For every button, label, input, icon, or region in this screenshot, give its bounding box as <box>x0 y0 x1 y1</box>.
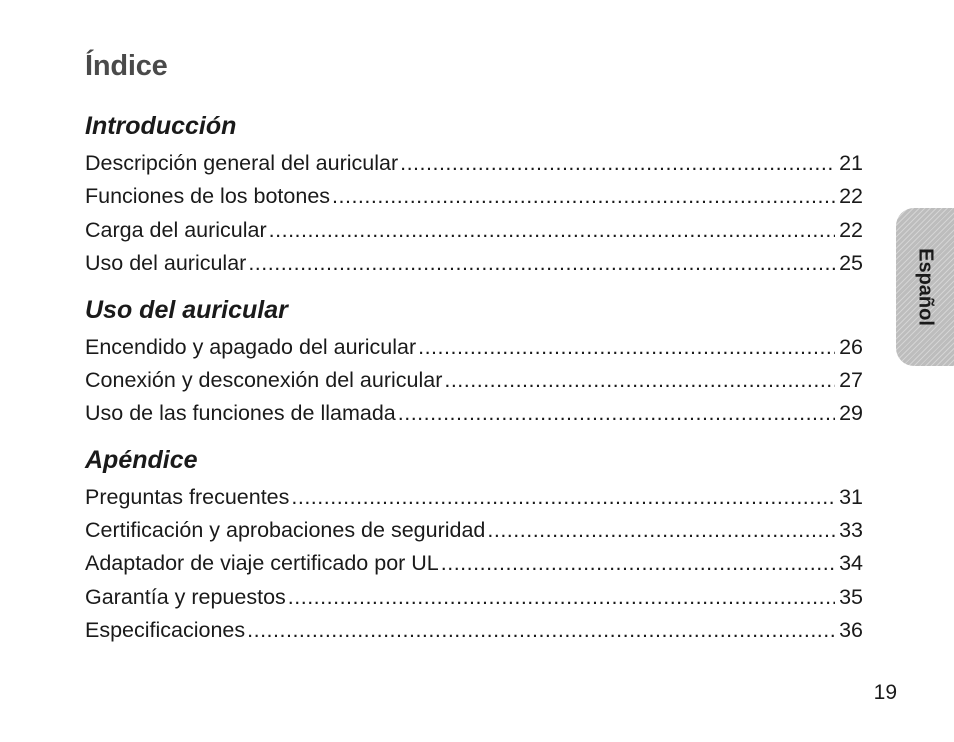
toc-entry[interactable] <box>85 184 863 212</box>
toc-entry-label: Encendido y apagado del auricular <box>85 335 417 359</box>
toc-entry-page: 36 <box>839 618 863 642</box>
toc-entry-label: Uso del auricular <box>85 251 247 275</box>
toc-entry-label: Especificaciones <box>85 618 246 642</box>
dot-leader <box>247 618 835 643</box>
toc-entry[interactable] <box>85 551 863 579</box>
dot-leader <box>288 585 835 610</box>
toc-entry-page: 22 <box>839 218 863 242</box>
toc-entry-label: Preguntas frecuentes <box>85 485 290 509</box>
toc-entry-label: Descripción general del auricular <box>85 151 399 175</box>
page-number: 19 <box>873 681 897 704</box>
section-heading-introduccion: Introducción <box>85 112 237 140</box>
toc-entry-label: Adaptador de viaje certificado por UL <box>85 551 439 575</box>
dot-leader <box>291 485 835 510</box>
toc-entry[interactable] <box>85 518 863 546</box>
dot-leader <box>398 401 835 426</box>
dot-leader <box>418 335 835 360</box>
toc-entry-page: 22 <box>839 184 863 208</box>
toc-entry-page: 33 <box>839 518 863 542</box>
toc-entry-label: Uso de las funciones de llamada <box>85 401 396 425</box>
toc-entry[interactable] <box>85 151 863 179</box>
toc-entry[interactable] <box>85 335 863 363</box>
toc-entry[interactable] <box>85 618 863 646</box>
toc-entry-page: 27 <box>839 368 863 392</box>
toc-entry[interactable] <box>85 485 863 513</box>
dot-leader <box>269 218 835 243</box>
page-title: Índice <box>85 50 168 82</box>
toc-entry-page: 35 <box>839 585 863 609</box>
toc-entry[interactable] <box>85 218 863 246</box>
toc-entry-label: Carga del auricular <box>85 218 267 242</box>
language-tab-label: Español <box>914 248 937 326</box>
toc-entry-page: 29 <box>839 401 863 425</box>
toc-entry-page: 26 <box>839 335 863 359</box>
dot-leader <box>487 518 835 543</box>
toc-entry[interactable] <box>85 401 863 429</box>
dot-leader <box>441 551 835 576</box>
toc-entry-page: 25 <box>839 251 863 275</box>
toc-entry-page: 21 <box>839 151 863 175</box>
dot-leader <box>400 151 835 176</box>
toc-entry-label: Conexión y desconexión del auricular <box>85 368 443 392</box>
dot-leader <box>332 184 835 209</box>
section-heading-uso-del-auricular: Uso del auricular <box>85 296 288 324</box>
toc-entry-page: 31 <box>839 485 863 509</box>
toc-entry[interactable] <box>85 368 863 396</box>
toc-entry-page: 34 <box>839 551 863 575</box>
toc-entry[interactable] <box>85 251 863 279</box>
dot-leader <box>248 251 835 276</box>
dot-leader <box>444 368 835 393</box>
toc-entry[interactable] <box>85 585 863 613</box>
language-tab <box>896 208 954 366</box>
toc-entry-label: Funciones de los botones <box>85 184 331 208</box>
section-heading-apendice: Apéndice <box>85 446 198 474</box>
toc-entry-label: Garantía y repuestos <box>85 585 286 609</box>
toc-entry-label: Certificación y aprobaciones de seguridad <box>85 518 486 542</box>
